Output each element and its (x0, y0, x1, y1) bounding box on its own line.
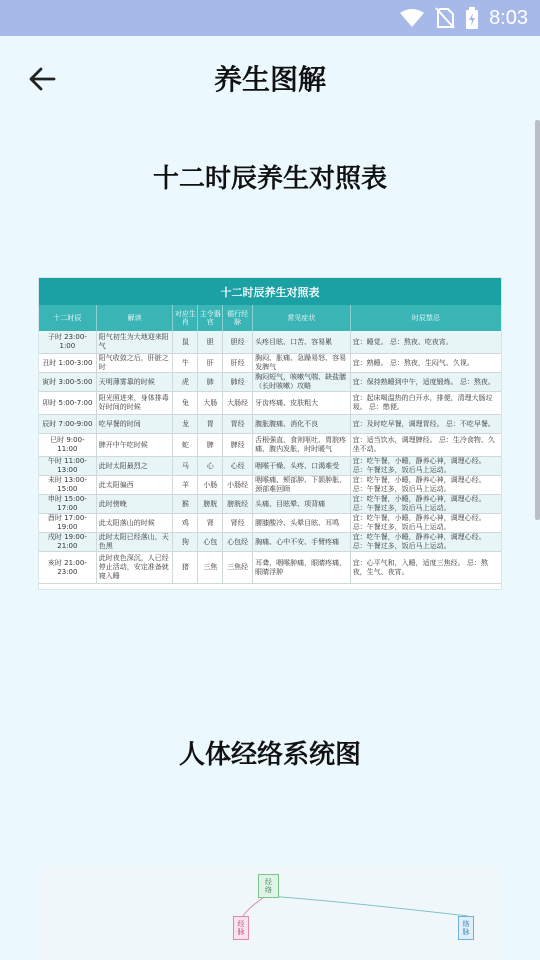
table-row (39, 392, 501, 415)
table-header-cell: 常见症状 (253, 305, 351, 331)
table-row (39, 495, 501, 514)
table-cell: 未时 13:00-15:00 (39, 476, 97, 494)
table-cell: 肺经 (223, 373, 253, 391)
meridian-diagram-image[interactable] (38, 866, 502, 960)
table-cell: 胸痛、心中不安、手臂疼痛 (253, 533, 351, 551)
status-icons (399, 5, 528, 31)
table-cell: 腰膝酸冷、头晕目眩、耳鸣 (253, 514, 351, 532)
table-cell: 舌根强直、食则呕吐、胃脘疼痛、腹内发胀、时时暖气 (253, 434, 351, 456)
table-header-cell: 时辰禁忌 (411, 313, 440, 322)
table-cell: 虎 (173, 373, 198, 391)
table-header-cell: 解读 (97, 305, 174, 331)
table-cell: 脾 (198, 434, 223, 456)
table-cell: 宜：熟睡。 忌：熬夜，生闷气、久视。 (352, 358, 474, 367)
table-cell: 亥时 21:00-23:00 (39, 552, 97, 583)
table-cell: 卯时 5:00-7:00 (39, 392, 97, 414)
table-cell: 肝经 (223, 354, 253, 372)
shichen-table-image[interactable] (38, 277, 502, 590)
table-cell: 此时夜色深沉，人已经停止活动，安定准备就寝入睡 (97, 552, 174, 583)
table-row (39, 415, 501, 434)
table-cell: 脾经 (223, 434, 253, 456)
table-row (39, 533, 501, 552)
status-bar (0, 0, 540, 36)
table-cell: 马 (173, 457, 198, 475)
table-cell: 辰时 7:00-9:00 (39, 415, 97, 433)
table-cell: 肾经 (223, 514, 253, 532)
table-cell: 羊 (173, 476, 198, 494)
table-cell: 宜：及时吃早餐，调理胃经。 忌：不吃早餐。 (352, 419, 495, 428)
table-cell: 头痛、目眩晕、项背痛 (253, 495, 351, 513)
table-cell: 阳气初生为大地迎来阳气 (97, 331, 174, 353)
page-title: 养生图解 (213, 63, 326, 96)
table-cell: 胸闷、胀痛、急躁易怒、容易发脾气 (253, 354, 351, 372)
table-cell: 牙齿疼痛、皮肤粗大 (253, 392, 351, 414)
diagram-node-jingmai: 经脉 (233, 916, 249, 940)
table-cell: 此时太阳已经落山，天色黑 (97, 533, 174, 551)
no-sim-icon (435, 7, 455, 29)
table-cell: 宜：吃午餐，小睡，静养心神，调理心经。 忌：午餐过多，饭后马上运动。 (352, 457, 486, 474)
table-cell: 膀胱经 (223, 495, 253, 513)
table-cell: 猴 (173, 495, 198, 513)
table-cell: 胆 (198, 331, 223, 353)
table-cell: 寅时 3:00-5:00 (39, 373, 97, 391)
table-cell: 龙 (173, 415, 198, 433)
table-cell: 酉时 17:00-19:00 (39, 514, 97, 532)
table-row (39, 331, 501, 354)
table-cell: 膀胱 (198, 495, 223, 513)
table-cell: 大肠经 (223, 392, 253, 414)
table-cell: 此时太阳最烈之 (97, 457, 174, 475)
table-cell: 宜：保持熟睡到中午，适度锻炼。 忌：熬夜。 (352, 377, 495, 386)
table-cell: 吃早餐的时间 (97, 415, 174, 433)
table-cell: 兔 (173, 392, 198, 414)
table-header-cell: 十二时辰 (39, 305, 97, 331)
table-cell: 鼠 (173, 331, 198, 353)
table-header-cell: 主令器官 (198, 305, 223, 331)
table-row (39, 514, 501, 533)
table-cell: 耳聋，咽喉肿痛，眼睛疼痛，眼睛浮肿 (253, 552, 351, 583)
table-cell: 申时 15:00-17:00 (39, 495, 97, 513)
scrollbar[interactable] (535, 120, 540, 520)
table-cell: 阳光照进来，身体排毒好时间的时候 (97, 392, 174, 414)
table-cell: 午时 11:00-13:00 (39, 457, 97, 475)
diagram-node-jingluo: 经络 (258, 874, 279, 898)
table-header-cell: 对应生肖 (173, 305, 198, 331)
table-cell: 阳气收敛之后，肝脏之时 (97, 354, 174, 372)
table-cell: 猪 (173, 552, 198, 583)
battery-charging-icon (465, 7, 479, 29)
table-cell: 胃 (198, 415, 223, 433)
table-cell: 三焦 (198, 552, 223, 583)
table-cell: 腹胀腹痛、消化不良 (253, 415, 351, 433)
wifi-icon (399, 8, 425, 28)
table-cell: 宜：吃午餐，小睡，静养心神，调理心经。 忌：午餐过多，饭后马上运动。 (352, 533, 486, 550)
table-cell: 鸡 (173, 514, 198, 532)
table-cell: 丑时 1:00-3:00 (39, 354, 97, 372)
table-row (39, 373, 501, 392)
table-cell: 此时傍晚 (97, 495, 174, 513)
diagram-node-luomai: 络脉 (458, 916, 474, 940)
table-cell: 心 (198, 457, 223, 475)
table-cell: 小肠 (198, 476, 223, 494)
table-cell: 小肠经 (223, 476, 253, 494)
table-body (39, 331, 501, 584)
table-cell: 宜：适当饮水，调理脾经。 忌：生冷食物、久坐不动。 (352, 436, 495, 453)
table-cell: 心经 (223, 457, 253, 475)
table-cell: 胆经 (223, 331, 253, 353)
table-cell: 咽喉干燥、头疼、口渴难受 (253, 457, 351, 475)
table-cell: 头疼目眩、口苦、容易累 (253, 331, 351, 353)
table-cell: 脾开中午吃时候 (97, 434, 174, 456)
table-header-cell: 循行经脉 (223, 305, 253, 331)
table-cell: 此太阳落山的时候 (97, 514, 174, 532)
table-cell: 宜：心平气和，入睡，适度三焦经。 忌：熬夜，生气、夜宵。 (352, 558, 488, 576)
table-title: 十二时辰养生对照表 (39, 278, 501, 305)
table-row (39, 457, 501, 476)
section-title-meridian: 人体经络系统图 (178, 740, 361, 770)
table-cell: 宜：吃午餐，小睡，静养心神，调理心经。 忌：午餐过多，饭后马上运动。 (352, 495, 486, 512)
table-cell: 戌时 19:00-21:00 (39, 533, 97, 551)
table-cell: 胃经 (223, 415, 253, 433)
table-cell: 心包 (198, 533, 223, 551)
table-row (39, 354, 501, 373)
section-title-shichen: 十二时辰养生对照表 (152, 164, 387, 194)
table-cell: 肺 (198, 373, 223, 391)
table-cell: 宜：吃午餐，小睡，静养心神，调理心经。 忌：午餐过多，饭后马上运动。 (352, 514, 486, 531)
table-cell: 蛇 (173, 434, 198, 456)
table-cell: 胸闷短气，咳嗽气喘、缺盐膳（长时咳嗽）攻略 (253, 373, 351, 391)
table-cell: 宜：吃午餐，小睡，静养心神，调理心经。 忌：午餐过多，饭后马上运动。 (352, 476, 486, 493)
table-cell: 天明薄雾靠的时候 (97, 373, 174, 391)
table-cell: 此太阳偏西 (97, 476, 174, 494)
table-cell: 咽喉痛、颊部肿、下颌肿胀、颈部难回顾 (253, 476, 351, 494)
table-cell: 牛 (173, 354, 198, 372)
table-cell: 宜：起床喝温热的白开水，排便，清理大肠垃圾。 忌：憋便。 (352, 394, 493, 411)
table-cell: 肝 (198, 354, 223, 372)
table-cell: 宜：睡觉。 忌：熬夜、吃夜宵。 (352, 337, 453, 346)
status-time: 8:03 (489, 6, 528, 29)
app-bar (0, 36, 540, 120)
table-row (39, 552, 501, 584)
table-cell: 三焦经 (223, 552, 253, 583)
table-row (39, 476, 501, 495)
table-cell: 狗 (173, 533, 198, 551)
table-row (39, 434, 501, 457)
table-cell: 心包经 (223, 533, 253, 551)
table-cell: 大肠 (198, 392, 223, 414)
table-header (39, 305, 501, 331)
content-scroll-area[interactable] (0, 120, 540, 960)
table-cell: 肾 (198, 514, 223, 532)
table-cell: 巳时 9:00-11:00 (39, 434, 97, 456)
table-cell: 子时 23:00-1:00 (39, 331, 97, 353)
